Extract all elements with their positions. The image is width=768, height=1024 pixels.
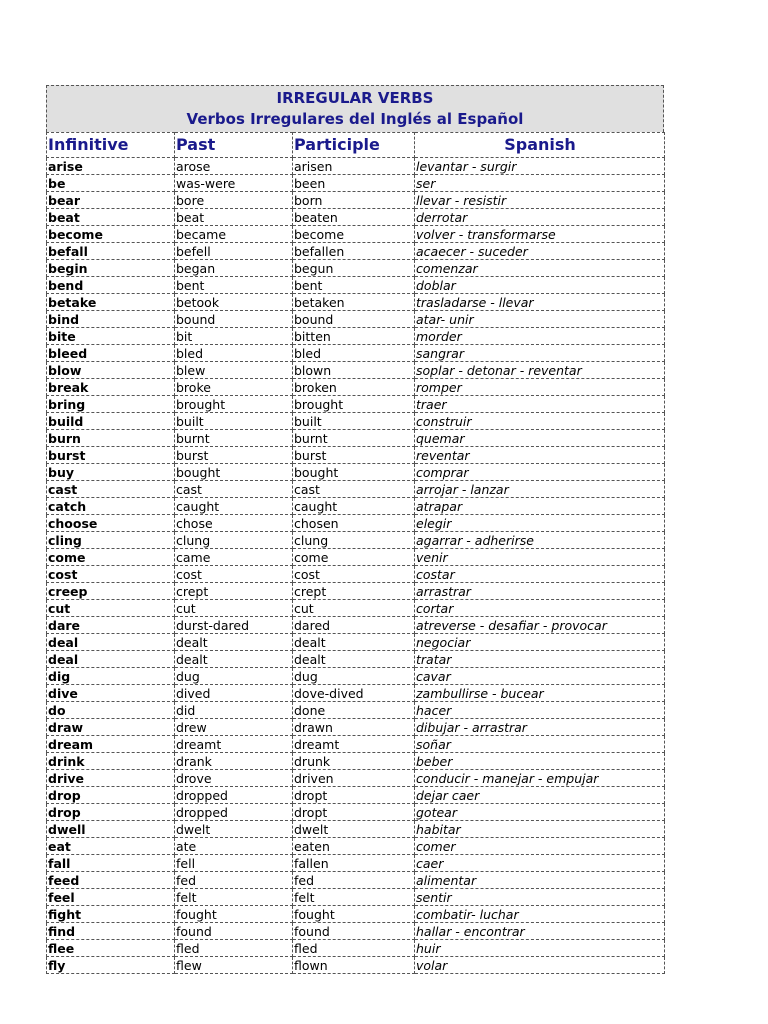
infinitive-cell: bend [47, 277, 175, 294]
table-row [47, 923, 665, 940]
spanish-cell: costar [415, 566, 665, 583]
table-row [47, 736, 665, 753]
participle-cell: beaten [293, 209, 415, 226]
header-row [47, 133, 665, 158]
participle-cell: drunk [293, 753, 415, 770]
table-row [47, 685, 665, 702]
participle-cell: felt [293, 889, 415, 906]
past-cell: fought [175, 906, 293, 923]
past-cell: dropped [175, 787, 293, 804]
past-cell: was-were [175, 175, 293, 192]
infinitive-cell: befall [47, 243, 175, 260]
infinitive-cell: cost [47, 566, 175, 583]
page-title: IRREGULAR VERBS [276, 89, 434, 107]
infinitive-cell: eat [47, 838, 175, 855]
past-cell: clung [175, 532, 293, 549]
infinitive-cell: betake [47, 294, 175, 311]
infinitive-cell: blow [47, 362, 175, 379]
table-row [47, 804, 665, 821]
past-cell: fled [175, 940, 293, 957]
table-row [47, 668, 665, 685]
past-cell: came [175, 549, 293, 566]
table-row [47, 192, 665, 209]
past-cell: bound [175, 311, 293, 328]
past-cell: drank [175, 753, 293, 770]
table-row [47, 600, 665, 617]
infinitive-cell: burn [47, 430, 175, 447]
past-cell: drove [175, 770, 293, 787]
table-row [47, 702, 665, 719]
participle-cell: cost [293, 566, 415, 583]
table-row [47, 226, 665, 243]
participle-cell: bought [293, 464, 415, 481]
table-row [47, 379, 665, 396]
infinitive-cell: deal [47, 651, 175, 668]
past-cell: cast [175, 481, 293, 498]
verbs-table [46, 132, 665, 974]
table-row [47, 430, 665, 447]
table-row [47, 753, 665, 770]
participle-cell: cut [293, 600, 415, 617]
past-cell: brought [175, 396, 293, 413]
infinitive-cell: burst [47, 447, 175, 464]
spanish-cell: cavar [415, 668, 665, 685]
past-cell: dived [175, 685, 293, 702]
table-row [47, 413, 665, 430]
header-participle: Participle [293, 133, 415, 158]
participle-cell: been [293, 175, 415, 192]
spanish-cell: atrapar [415, 498, 665, 515]
infinitive-cell: choose [47, 515, 175, 532]
participle-cell: arisen [293, 158, 415, 175]
spanish-cell: elegir [415, 515, 665, 532]
table-row [47, 855, 665, 872]
infinitive-cell: dig [47, 668, 175, 685]
participle-cell: clung [293, 532, 415, 549]
past-cell: arose [175, 158, 293, 175]
table-row [47, 498, 665, 515]
spanish-cell: sangrar [415, 345, 665, 362]
spanish-cell: comprar [415, 464, 665, 481]
spanish-cell: construir [415, 413, 665, 430]
table-row [47, 838, 665, 855]
participle-cell: eaten [293, 838, 415, 855]
table-row [47, 549, 665, 566]
spanish-cell: venir [415, 549, 665, 566]
participle-cell: burnt [293, 430, 415, 447]
table-row [47, 396, 665, 413]
header-past: Past [175, 133, 293, 158]
table-row [47, 209, 665, 226]
past-cell: did [175, 702, 293, 719]
infinitive-cell: arise [47, 158, 175, 175]
table-row [47, 158, 665, 175]
infinitive-cell: bear [47, 192, 175, 209]
infinitive-cell: fall [47, 855, 175, 872]
participle-cell: dreamt [293, 736, 415, 753]
table-row [47, 447, 665, 464]
past-cell: beat [175, 209, 293, 226]
spanish-cell: caer [415, 855, 665, 872]
header-spanish: Spanish [415, 133, 665, 158]
spanish-cell: derrotar [415, 209, 665, 226]
table-row [47, 617, 665, 634]
infinitive-cell: draw [47, 719, 175, 736]
table-row [47, 311, 665, 328]
spanish-cell: beber [415, 753, 665, 770]
infinitive-cell: buy [47, 464, 175, 481]
participle-cell: fed [293, 872, 415, 889]
infinitive-cell: fight [47, 906, 175, 923]
table-row [47, 328, 665, 345]
spanish-cell: arrastrar [415, 583, 665, 600]
spanish-cell: negociar [415, 634, 665, 651]
header-infinitive: Infinitive [47, 133, 175, 158]
spanish-cell: llevar - resistir [415, 192, 665, 209]
participle-cell: befallen [293, 243, 415, 260]
participle-cell: begun [293, 260, 415, 277]
participle-cell: bound [293, 311, 415, 328]
infinitive-cell: feel [47, 889, 175, 906]
participle-cell: become [293, 226, 415, 243]
verbs-table-body [47, 158, 665, 974]
table-row [47, 362, 665, 379]
infinitive-cell: drop [47, 804, 175, 821]
infinitive-cell: bleed [47, 345, 175, 362]
past-cell: flew [175, 957, 293, 974]
spanish-cell: atreverse - desafiar - provocar [415, 617, 665, 634]
page-subtitle: Verbos Irregulares del Inglés al Español [186, 110, 524, 128]
spanish-cell: volver - transformarse [415, 226, 665, 243]
table-row [47, 787, 665, 804]
past-cell: chose [175, 515, 293, 532]
past-cell: dreamt [175, 736, 293, 753]
spanish-cell: agarrar - adherirse [415, 532, 665, 549]
participle-cell: cast [293, 481, 415, 498]
participle-cell: dealt [293, 634, 415, 651]
infinitive-cell: catch [47, 498, 175, 515]
participle-cell: dared [293, 617, 415, 634]
past-cell: crept [175, 583, 293, 600]
table-row [47, 906, 665, 923]
infinitive-cell: dwell [47, 821, 175, 838]
table-row [47, 243, 665, 260]
past-cell: built [175, 413, 293, 430]
spanish-cell: levantar - surgir [415, 158, 665, 175]
infinitive-cell: drop [47, 787, 175, 804]
past-cell: befell [175, 243, 293, 260]
past-cell: fell [175, 855, 293, 872]
participle-cell: burst [293, 447, 415, 464]
table-row [47, 940, 665, 957]
spanish-cell: conducir - manejar - empujar [415, 770, 665, 787]
participle-cell: bled [293, 345, 415, 362]
past-cell: dwelt [175, 821, 293, 838]
participle-cell: dropt [293, 787, 415, 804]
spanish-cell: zambullirse - bucear [415, 685, 665, 702]
table-row [47, 770, 665, 787]
table-row [47, 515, 665, 532]
participle-cell: fled [293, 940, 415, 957]
table-row [47, 957, 665, 974]
infinitive-cell: cast [47, 481, 175, 498]
table-row [47, 464, 665, 481]
participle-cell: bent [293, 277, 415, 294]
spanish-cell: comenzar [415, 260, 665, 277]
spanish-cell: dibujar - arrastrar [415, 719, 665, 736]
spanish-cell: acaecer - suceder [415, 243, 665, 260]
spanish-cell: hallar - encontrar [415, 923, 665, 940]
participle-cell: blown [293, 362, 415, 379]
past-cell: bit [175, 328, 293, 345]
title-block [46, 85, 664, 132]
table-row [47, 719, 665, 736]
spanish-cell: romper [415, 379, 665, 396]
infinitive-cell: break [47, 379, 175, 396]
past-cell: ate [175, 838, 293, 855]
participle-cell: drawn [293, 719, 415, 736]
participle-cell: dug [293, 668, 415, 685]
infinitive-cell: be [47, 175, 175, 192]
infinitive-cell: bind [47, 311, 175, 328]
infinitive-cell: find [47, 923, 175, 940]
past-cell: burst [175, 447, 293, 464]
past-cell: dealt [175, 651, 293, 668]
table-row [47, 566, 665, 583]
past-cell: durst-dared [175, 617, 293, 634]
spanish-cell: alimentar [415, 872, 665, 889]
past-cell: betook [175, 294, 293, 311]
past-cell: dropped [175, 804, 293, 821]
past-cell: bore [175, 192, 293, 209]
past-cell: became [175, 226, 293, 243]
past-cell: began [175, 260, 293, 277]
infinitive-cell: bring [47, 396, 175, 413]
spanish-cell: arrojar - lanzar [415, 481, 665, 498]
participle-cell: driven [293, 770, 415, 787]
table-row [47, 294, 665, 311]
table-row [47, 345, 665, 362]
spanish-cell: traer [415, 396, 665, 413]
verbs-sheet [46, 85, 664, 974]
table-row [47, 634, 665, 651]
table-row [47, 872, 665, 889]
participle-cell: found [293, 923, 415, 940]
past-cell: felt [175, 889, 293, 906]
participle-cell: dealt [293, 651, 415, 668]
spanish-cell: hacer [415, 702, 665, 719]
participle-cell: dove-dived [293, 685, 415, 702]
table-row [47, 481, 665, 498]
spanish-cell: soñar [415, 736, 665, 753]
table-row [47, 175, 665, 192]
past-cell: cut [175, 600, 293, 617]
infinitive-cell: do [47, 702, 175, 719]
past-cell: cost [175, 566, 293, 583]
past-cell: blew [175, 362, 293, 379]
infinitive-cell: become [47, 226, 175, 243]
infinitive-cell: flee [47, 940, 175, 957]
infinitive-cell: cling [47, 532, 175, 549]
past-cell: fed [175, 872, 293, 889]
spanish-cell: sentir [415, 889, 665, 906]
past-cell: bled [175, 345, 293, 362]
infinitive-cell: beat [47, 209, 175, 226]
past-cell: dealt [175, 634, 293, 651]
table-row [47, 277, 665, 294]
infinitive-cell: dive [47, 685, 175, 702]
spanish-cell: comer [415, 838, 665, 855]
infinitive-cell: feed [47, 872, 175, 889]
spanish-cell: habitar [415, 821, 665, 838]
participle-cell: bitten [293, 328, 415, 345]
participle-cell: flown [293, 957, 415, 974]
participle-cell: dropt [293, 804, 415, 821]
spanish-cell: ser [415, 175, 665, 192]
participle-cell: come [293, 549, 415, 566]
participle-cell: fought [293, 906, 415, 923]
table-row [47, 651, 665, 668]
spanish-cell: dejar caer [415, 787, 665, 804]
past-cell: bought [175, 464, 293, 481]
past-cell: broke [175, 379, 293, 396]
past-cell: bent [175, 277, 293, 294]
spanish-cell: gotear [415, 804, 665, 821]
spanish-cell: quemar [415, 430, 665, 447]
past-cell: drew [175, 719, 293, 736]
table-row [47, 260, 665, 277]
participle-cell: fallen [293, 855, 415, 872]
spanish-cell: huir [415, 940, 665, 957]
participle-cell: chosen [293, 515, 415, 532]
infinitive-cell: dare [47, 617, 175, 634]
spanish-cell: trasladarse - llevar [415, 294, 665, 311]
participle-cell: done [293, 702, 415, 719]
spanish-cell: tratar [415, 651, 665, 668]
infinitive-cell: cut [47, 600, 175, 617]
participle-cell: betaken [293, 294, 415, 311]
spanish-cell: morder [415, 328, 665, 345]
infinitive-cell: begin [47, 260, 175, 277]
spanish-cell: reventar [415, 447, 665, 464]
infinitive-cell: drink [47, 753, 175, 770]
spanish-cell: combatir- luchar [415, 906, 665, 923]
table-row [47, 889, 665, 906]
past-cell: dug [175, 668, 293, 685]
past-cell: burnt [175, 430, 293, 447]
participle-cell: brought [293, 396, 415, 413]
infinitive-cell: fly [47, 957, 175, 974]
participle-cell: dwelt [293, 821, 415, 838]
spanish-cell: atar- unir [415, 311, 665, 328]
infinitive-cell: drive [47, 770, 175, 787]
past-cell: caught [175, 498, 293, 515]
spanish-cell: cortar [415, 600, 665, 617]
infinitive-cell: bite [47, 328, 175, 345]
infinitive-cell: deal [47, 634, 175, 651]
past-cell: found [175, 923, 293, 940]
table-row [47, 583, 665, 600]
table-row [47, 532, 665, 549]
participle-cell: broken [293, 379, 415, 396]
infinitive-cell: build [47, 413, 175, 430]
participle-cell: built [293, 413, 415, 430]
infinitive-cell: dream [47, 736, 175, 753]
participle-cell: born [293, 192, 415, 209]
participle-cell: crept [293, 583, 415, 600]
spanish-cell: doblar [415, 277, 665, 294]
spanish-cell: soplar - detonar - reventar [415, 362, 665, 379]
participle-cell: caught [293, 498, 415, 515]
table-row [47, 821, 665, 838]
spanish-cell: volar [415, 957, 665, 974]
infinitive-cell: creep [47, 583, 175, 600]
infinitive-cell: come [47, 549, 175, 566]
